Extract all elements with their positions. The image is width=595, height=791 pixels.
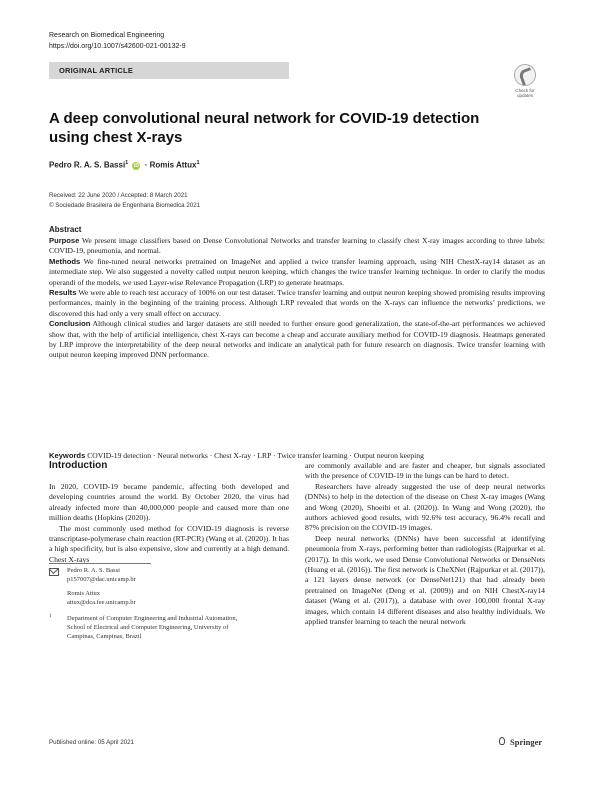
keywords <box>49 451 545 460</box>
footnote-divider <box>49 563 151 564</box>
journal-name: Research on Biomedical Engineering <box>49 32 165 39</box>
author-name[interactable]: Romis Attux <box>149 160 197 170</box>
abstract-conclusion <box>49 319 545 361</box>
abstract-label: Methods <box>49 256 81 266</box>
springer-horse-icon <box>498 737 507 746</box>
orcid-icon[interactable]: iD <box>133 162 139 169</box>
copyright: © Sociedade Brasileira de Engenharia Biomedica 2021 <box>49 202 201 209</box>
abstract-label: Purpose <box>49 236 80 245</box>
doi-link[interactable]: https://doi.org/10.1007/s42600-021-00132-9 <box>49 43 186 50</box>
abstract-label: Conclusion <box>49 319 91 329</box>
author-name[interactable]: Pedro R. A. S. Bassi <box>49 160 126 170</box>
abstract-section <box>49 225 545 361</box>
paragraph: In 2020, COVID-19 became pandemic, affecting both developed and developing countries around the world. By October 2020, the virus had already infected more than 40,000,000 people and caused more than one million deaths (Hopkins (2020)). <box>49 482 289 523</box>
paragraph: Researchers have already suggested the use of deep neural networks (DNNs) to help in the detection of the disease on Chest X-ray images (Wang and Wong (2020), Shoeibi et al. (2020)). In Wang and Wong (2020), the authors achieved good results, with 92.6% test accuracy, 96.4% recall and 87% precision on the COVID-19 images. <box>305 481 545 533</box>
publisher-name: Springer <box>510 737 543 747</box>
abstract-methods <box>49 257 545 288</box>
published-date: Published online: 05 April 2021 <box>49 739 134 746</box>
affiliation-marker: 1 <box>196 160 200 166</box>
affiliation-line: Campinas, Campinas, Brazil <box>67 633 142 640</box>
correspondent-name: Pedro R. A. S. Bassi <box>67 567 120 574</box>
body-column-right <box>305 461 545 628</box>
author-list <box>49 160 200 170</box>
envelope-icon <box>49 568 59 576</box>
check-updates-label: Check for updates <box>515 88 535 98</box>
author-name: Romis Attux <box>67 590 101 597</box>
paragraph: Deep neural networks (DNNs) have been successful at identifying pneumonia from X-rays, performing better than radiologists (Rajpurkar et al. (2017)). In this work, we used Dense Convolutional Networks or DenseNets (Huang et al. (2016)). The first network is CheXNet (Rajpurkar et al. (2017)), a 121 layers dense network (or DenseNet121) that had already been pretrained on ImageNet (Deng et al. (2009)) and on NIH ChestX-ray14 dataset (Wang et al. (2017)), a database with over 100,000 frontal X-ray images, which contain 14 different diseases and also healthy individuals. We applied transfer learning to teach the neural network <box>305 533 545 627</box>
article-type: ORIGINAL ARTICLE <box>59 66 134 75</box>
affiliation-marker: 1 <box>125 160 129 166</box>
affiliation-marker: 1 <box>49 614 52 619</box>
affiliation-line: Department of Computer Engineering and Industrial Automation, <box>67 615 238 622</box>
check-updates-icon <box>514 64 536 86</box>
abstract-text: Although clinical studies and larger datasets are still needed to further ensure good generalization, the state-of-the-art performances we achieved show that, with the help of artificial intelligence, chest X-rays can become a cheap and accurate auxiliary method for COVID-19 diagnosis. Heatmaps generated by LRP improve the interpretability of the deep neural networks and indicate an analytical path for future research on diagnosis. Twice transfer learning with output neuron keeping improved DNN performance. <box>49 319 545 360</box>
abstract-label: Results <box>49 288 77 298</box>
abstract-purpose <box>49 236 545 257</box>
correspondence-block <box>49 566 289 676</box>
article-title: A deep convolutional neural network for COVID-19 detection using chest X-rays <box>49 110 480 146</box>
article-dates <box>49 191 200 211</box>
abstract-text: We present image classifiers based on Dense Convolutional Networks and transfer learning to classify chest X-ray images according to three labels: COVID-19, pneumonia, and normal. <box>49 236 545 256</box>
received-accepted: Received: 22 June 2020 / Accepted: 8 March 2021 <box>49 192 188 199</box>
abstract-text: We fine-tuned neural networks pretrained on ImageNet and applied a twice transfer learning approach, using NIH ChestX-ray14 dataset as an intermediate step. We also suggested a novelty called output neuron keeping, which changes the twice transfer learning technique. In order to clarify the modus operandi of the models, we used Layer-wise Relevance Propagation (LRP) to generate heatmaps. <box>49 256 545 287</box>
section-heading-introduction: Introduction <box>49 460 108 471</box>
correspondent-email[interactable]: p157007@dac.unicamp.br <box>67 576 136 583</box>
keywords-label: Keywords <box>49 451 86 460</box>
publisher-logo <box>498 737 542 747</box>
journal-header <box>49 30 186 52</box>
abstract-results <box>49 288 545 319</box>
abstract-text: We were able to reach test accuracy of 100% on our test dataset. Twice transfer learning and output neuron keeping showed promising results improving performances, mainly in the beginning of the training process. Although LRP revealed that words on the X-rays can influence the networks’ predictions, we discovered this had only a very small effect on accuracy. <box>49 288 545 318</box>
paragraph: are commonly available and are faster and cheaper, but signals associated with the presence of COVID-19 in the lungs can be hard to detect. <box>305 461 545 481</box>
body-column-left <box>49 482 289 565</box>
article-type-bar <box>49 62 289 79</box>
author-separator: · <box>144 160 148 170</box>
affiliation-line: School of Electrical and Computer Engineering, University of <box>67 624 229 631</box>
abstract-heading: Abstract <box>49 225 82 234</box>
keywords-text: COVID-19 detection · Neural networks · Chest X-ray · LRP · Twice transfer learning · Output neuron keeping <box>87 451 424 460</box>
author-email[interactable]: attux@dca.fee.unicamp.br <box>67 599 136 606</box>
check-for-updates-badge[interactable] <box>510 64 540 102</box>
paragraph: The most commonly used method for COVID-19 diagnosis is reverse transcriptase-polymerase chain reaction (RT-PCR) (Wang et al. (2020)). It has a high specificity, but is also expensive, slow and currently at a high demand. Chest X-rays <box>49 523 289 564</box>
